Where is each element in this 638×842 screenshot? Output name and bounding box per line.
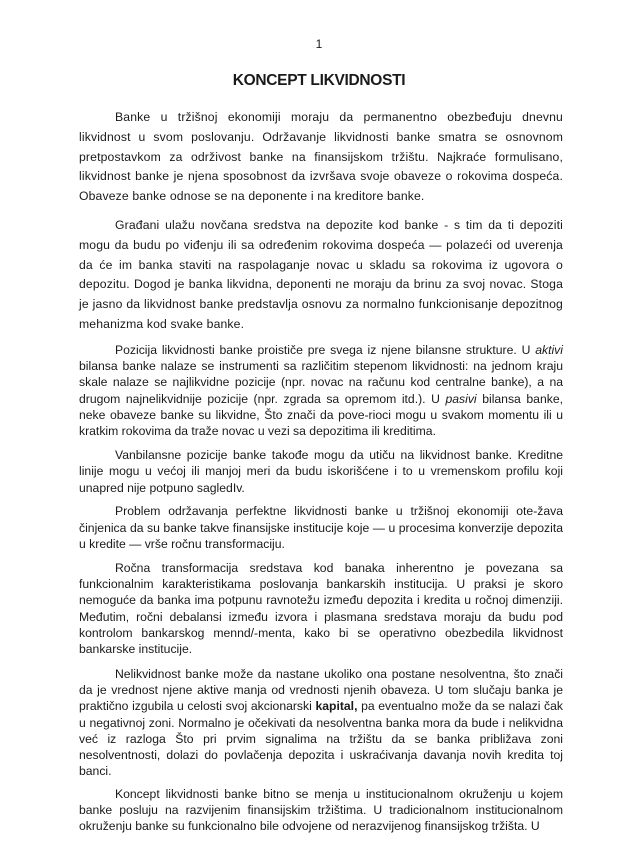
paragraph-5: Problem održavanja perfektne likvidnosti banke u tržišnoj ekonomiji ote-žava činjenica da su banke takve finansijske institucije koje — u procesima konverzije depozita u kredite — vrše ročnu transformaciju. [79, 504, 563, 552]
paragraph-3-text: bilansa banke nalaze se instrumenti sa različitim stepenom likvidnosti: na jednom kraju skale nalaze se najlikvidne pozicije (npr. novac na računu kod centralne banke), a na drugom najnelikvidnije pozicije (npr. zgrada sa opremom itd.). U [79, 359, 563, 406]
page-title: KONCEPT LIKVIDNOSTI [232, 72, 406, 89]
term-pasivi: pasivi [445, 391, 477, 406]
paragraph-6: Ročna transformacija sredstava kod banaka inherentno je povezana sa funkcionalnim karakteristikama poslovanja bankarskih institucija. U praksi je skoro nemoguće da banka ima potpunu ravnotežu između depozita i kredita u ročnoj dimenziji. Međutim, ročni debalansi između izvora i plasmana sredstava moraju da budu pod kontrolom bankarskog mennd/-menta, kako bi se operativno obezbedila likvidnost bankarske institucije. [79, 560, 563, 657]
paragraph-3 [79, 342, 563, 440]
paragraph-7-text: Nelikvidnost banke može da nastane ukoliko ona postane nesolventna, što znači da je vrednost njene aktive manja od vrednosti njenih obaveza. U tom slučaju banka je praktično izgubila u celosti svoj akcionarski [79, 666, 563, 714]
paragraph-8: Koncept likvidnosti banke bitno se menja u institucionalnom okruženju u kojem banke posluju na razvijenim finansijskim tržištima. U tradicionalnom institucionalnom okruženju banke su funkcionalno bile odvojene od nerazvijenog finansijskog tržišta. U [79, 786, 563, 834]
paragraph-7 [79, 666, 563, 780]
paragraph-1: Banke u tržišnoj ekonomiji moraju da permanentno obezbeđuju dnevnu likvidnost u svom poslovanju. Održavanje likvidnosti banke smatra se osnovnom pretpostavkom za održivost banke na finansijskom tržištu. Najkraće formulisano, likvidnost banke je njena sposobnost da izvršava svoje obaveze o rokovima dospeća. Obaveze banke odnose se na deponente i na kreditore banke. [79, 110, 563, 204]
paragraph-3-text: bilansa banke, neke obaveze banke su likvidne, Što znači da pove-rioci mogu u svakom momentu ili u kratkim rokovima da traže novac u vezi sa depozitima ili kreditima. [79, 391, 563, 439]
paragraph-7-text: pa eventualno može da se nalazi čak u negativnoj zoni. Normalno je očekivati da nesolventna banka mora da bude i nelikvidna već iz razloga Što pri prvim signalima na tržištu da se banka približava zoni nesolventnosti, dolazi do povlačenja depozita i uskraćivanja davanja novih kredita toj banci. [79, 699, 564, 779]
term-aktivi: aktivi [535, 342, 563, 357]
document-body [79, 108, 563, 842]
paragraph-2: Građani ulažu novčana sredstva na depozite kod banke - s tim da ti depoziti mogu da budu po viđenju ili sa određenim rokovima dospeća — polazeći od uverenja da će im banka staviti na raspolaganje novac u skladu sa rokovima iz ugovora o depozitu. Dogod je banka likvidna, deponenti ne moraju da brinu za svoj novac. Stoga je jasno da likvidnost banke predstavlja osnovu za normalno funkcionisanje depozitnog mehanizma kod svake banke. [79, 217, 563, 331]
paragraph-4: Vanbilansne pozicije banke takođe mogu da utiču na likvidnost banke. Kreditne linije mogu u većoj ili manjoj meri da budu iskorišćene i to u vremenskom profilu koji unapred nije potpuno sagledIv. [79, 448, 563, 495]
paragraph-3-text: Pozicija likvidnosti banke proističe pre svega iz njene bilansne strukture. U [115, 342, 536, 357]
page-number: 1 [315, 37, 323, 51]
term-kapital: kapital, [315, 699, 358, 714]
